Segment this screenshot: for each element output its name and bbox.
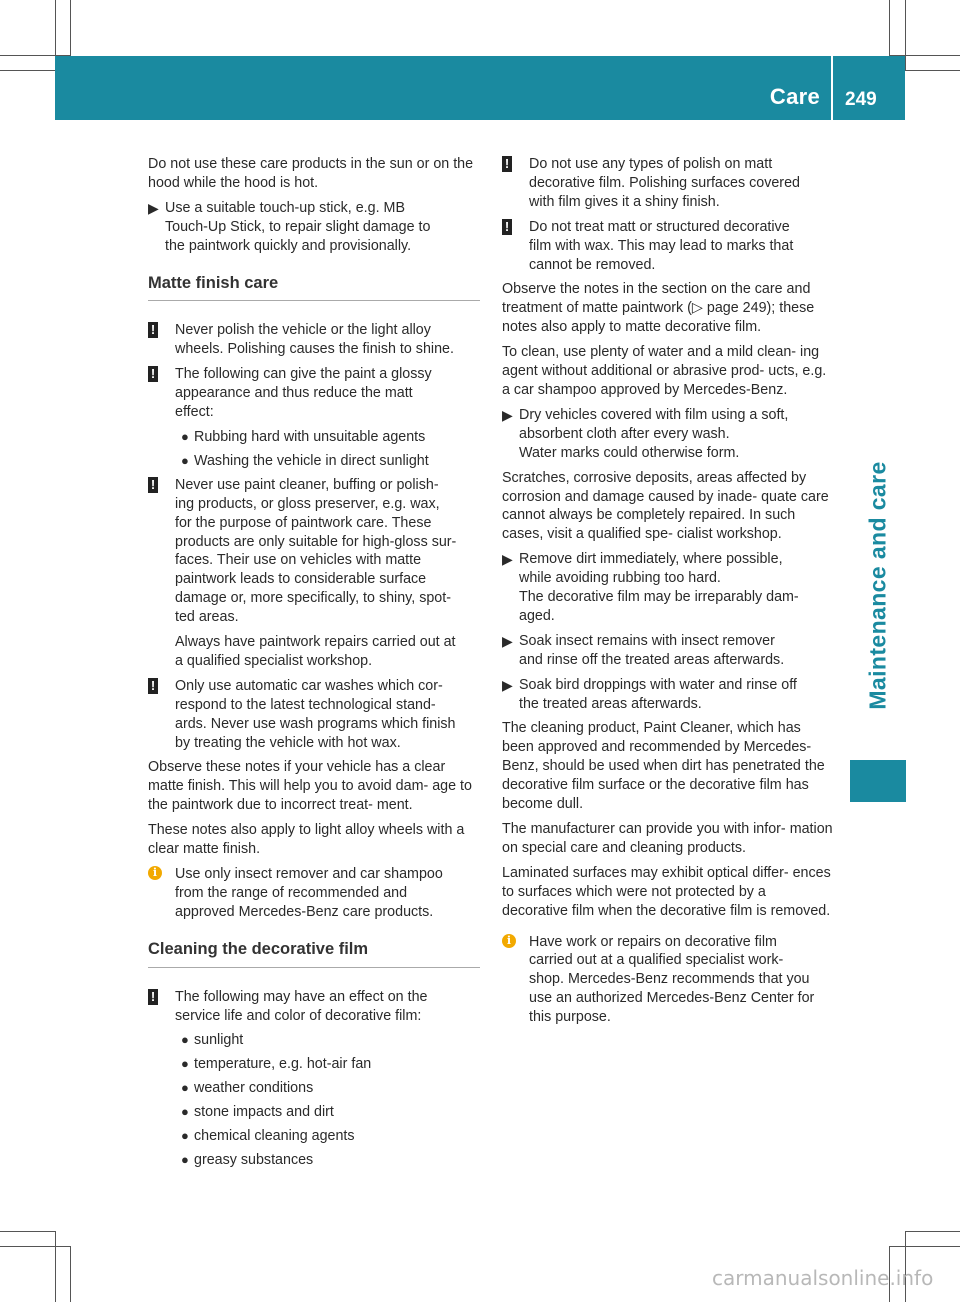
chapter-tab [850,760,906,802]
text-line: ment. [376,797,413,814]
text-line: Never use paint cleaner, buffing or polish- [175,476,439,493]
text-line: paintwork leads to considerable surface [175,571,427,588]
crop-mark [55,1232,56,1302]
text-line: by treating the vehicle with hot wax. [175,734,401,751]
text-line: the paintwork quickly and provisionally. [165,237,412,254]
warning-icon: ! [148,678,158,694]
header-divider [831,56,833,120]
bullet-icon: ● [181,1151,189,1167]
text-line: ing agent without additional or abrasive prod- [502,344,820,380]
list-item-text: greasy substances [194,1151,314,1168]
text-line: decorative film. [664,319,762,336]
left-column [148,155,480,1175]
text-line: absorbent cloth after every wash. [519,425,730,442]
text-line: cialist workshop. [676,526,782,543]
body-paragraph [502,864,834,921]
text-line: Mercedes-Benz. [683,381,788,398]
bullet-list [175,1031,480,1169]
warning-icon: ! [148,322,158,338]
text-line: ards. Never use wash programs which finish [175,715,456,732]
chapter-label-text: Maintenance and care [864,460,891,710]
text-line: ted areas. [175,609,239,626]
text-line: Soak insect remains with insect remover [519,632,775,649]
text-line: Have work or repairs on decorative film [529,933,777,950]
chapter-side-label [850,420,906,750]
page-reference-link[interactable]: (▷ page 249); these notes also apply to matte [502,300,815,336]
text-line: The following can give the paint a glossy [175,366,432,383]
text-line: These notes also apply to light alloy wheels [148,822,423,839]
warning-note [502,155,834,212]
bullet-icon: ● [181,428,189,444]
instruction-arrow-icon: ▶ [502,632,513,649]
text-line: The manufacturer can provide you with infor- [502,821,786,837]
text-line: quate care cannot always be completely [502,488,829,524]
text-line: appearance and thus reduce the matt [175,385,413,402]
crop-mark [905,1231,960,1232]
section-heading: Cleaning the decorative film [148,940,480,968]
text-line: ences to surfaces which were not protected by [502,864,831,900]
list-item [175,1031,480,1050]
instruction-item [502,632,834,670]
list-item [175,1151,480,1170]
section-heading: Matte finish care [148,274,480,302]
text-line: To clean, use plenty of water and a mild clean- [502,344,797,361]
bullet-icon: ● [181,1104,189,1120]
warning-icon: ! [502,219,512,235]
crop-mark [70,1246,71,1302]
bullet-icon: ● [181,452,189,468]
warning-note [148,476,480,671]
text-line: Remove dirt immediately, where possible, [519,551,783,568]
text-line: approved Mercedes-Benz care products. [175,903,434,920]
text-line: effect: [175,404,214,421]
crop-mark [0,1246,70,1247]
text-line: carried out at a qualified specialist work- [529,952,784,969]
crop-mark [889,0,890,56]
warning-note [502,218,834,275]
text-line: a decorative film when the decorative film is [502,883,767,919]
text-line: Always have paintwork repairs carried out at [175,634,456,651]
text-line: decorative film has become dull. [502,777,809,813]
text-line: with a clear matte finish. [148,822,465,858]
warning-icon: ! [502,156,512,172]
instruction-item [502,676,834,714]
text-line: Observe the notes in the section on the care [502,281,783,298]
text-line: Do not use any types of polish on matt [529,156,773,172]
text-line: Observe these notes if your vehicle has a clear [148,759,446,776]
text-line: this purpose. [529,1009,611,1026]
text-line: from the range of recommended and [175,884,408,901]
instruction-arrow-icon: ▶ [502,406,513,423]
body-paragraph [502,280,834,337]
list-item-text: Rubbing hard with unsuitable agents [194,428,426,445]
bullet-icon: ● [181,1056,189,1072]
instruction-item [502,550,834,626]
instruction-item [502,406,834,463]
crop-mark [0,70,56,71]
crop-mark [0,1231,56,1232]
list-item-text: sunlight [194,1032,244,1049]
list-item-text: stone impacts and dirt [194,1104,334,1121]
text-line: repaired. In such cases, visit a qualified spe- [502,507,796,543]
warning-note [148,677,480,753]
text-line: decorative film. Polishing surfaces covered [529,174,800,191]
body-paragraph [502,343,834,400]
text-line: age to the paintwork due to incorrect treat- [148,778,472,814]
bullet-icon: ● [181,1080,189,1096]
info-icon: i [502,934,516,948]
info-note [502,933,834,1028]
text-line: Never polish the vehicle or the light alloy [175,322,431,339]
text-line: Touch-Up Stick, to repair slight damage to [165,218,431,235]
list-item-text: weather conditions [194,1080,314,1097]
text-line: service life and color of decorative film: [175,1007,422,1024]
right-column [502,155,834,1033]
list-item [175,428,480,447]
warning-note [148,988,480,1026]
instruction-arrow-icon: ▶ [502,551,513,568]
text-line: Laminated surfaces may exhibit optical differ- [502,864,789,881]
text-line: with film gives it a shiny finish. [529,193,720,210]
text-line: mation on special care and cleaning products. [502,821,833,856]
text-line: cannot be removed. [529,256,656,273]
text-line: a qualified specialist workshop. [175,652,373,669]
warning-note [148,365,480,422]
text-line: aged. [519,607,555,624]
text-line: faces. Their use on vehicles with matte [175,552,422,569]
list-item [175,1103,480,1122]
text-line: the treated areas afterwards. [519,695,702,712]
text-line: The cleaning product, Paint Cleaner, which has [502,720,801,737]
bullet-icon: ● [181,1032,189,1048]
text-line: Scratches, corrosive deposits, areas affected [502,469,788,486]
text-line: Only use automatic car washes which cor- [175,677,443,694]
crop-mark [70,0,71,56]
body-paragraph [148,821,480,859]
body-paragraph [502,719,834,814]
info-note [148,865,480,922]
text-line: Mercedes-Benz, should be used when dirt has [502,739,812,775]
crop-mark [905,0,906,70]
text-line: Do not use these care products in the sun or [148,156,430,172]
text-line: wheels. Polishing causes the finish to shine. [175,341,454,358]
page-number: 249 [845,89,877,110]
text-line: respond to the latest technological stand- [175,696,436,713]
warning-note [148,321,480,359]
text-line: The decorative film may be irreparably dam- [519,589,799,606]
text-line: removed. [770,902,831,919]
text-line: by corrosion and damage caused by inade- [502,469,807,505]
text-line: film with wax. This may lead to marks that [529,237,794,254]
text-line: shop. Mercedes-Benz recommends that you [529,971,810,988]
info-icon: i [148,866,162,880]
list-item [175,452,480,471]
text-line: damage or, more specifically, to shiny, spot- [175,590,451,607]
text-line: Use a suitable touch-up stick, e.g. MB [165,199,405,216]
text-line: Soak bird droppings with water and rinse off [519,676,797,693]
text-line: Water marks could otherwise form. [519,444,740,461]
warning-icon: ! [148,477,158,493]
text-line: ing products, or gloss preserver, e.g. wax, [175,495,440,512]
text-line: Dry vehicles covered with film using a soft, [519,406,789,423]
text-line: ucts, e.g. a car shampoo approved by [502,363,827,398]
text-line: matte finish. This will help you to avoid dam- [148,778,429,795]
text-line: and rinse off the treated areas afterwards. [519,651,785,668]
instruction-item [148,199,480,256]
instruction-arrow-icon: ▶ [148,199,159,216]
text-line: for the purpose of paintwork care. These [175,514,432,531]
body-paragraph [148,758,480,815]
text-line: products are only suitable for high-gloss sur- [175,533,457,550]
text-line: Use only insect remover and car shampoo [175,866,443,882]
warning-icon: ! [148,989,158,1005]
list-item [175,1127,480,1146]
warning-note-continuation [175,633,480,671]
intro-paragraph [148,155,480,193]
text-line: and treatment of matte paintwork [502,281,811,317]
bullet-icon: ● [181,1128,189,1144]
text-line: The following may have an effect on the [175,988,428,1005]
list-item-text: Washing the vehicle in direct sunlight [194,452,429,469]
list-item-text: temperature, e.g. hot-air fan [194,1056,372,1073]
section-title: Care [769,84,820,109]
warning-icon: ! [148,366,158,382]
instruction-arrow-icon: ▶ [502,676,513,693]
list-item [175,1055,480,1074]
body-paragraph [502,469,834,545]
body-paragraph [502,820,834,858]
crop-mark [890,1246,960,1247]
crop-mark [905,70,960,71]
text-line: been approved and recommended by [502,739,740,756]
text-line: use an authorized Mercedes-Benz Center for [529,990,815,1007]
list-item-text: chemical cleaning agents [194,1128,355,1145]
text-line: penetrated the decorative film surface or the [502,758,825,794]
bullet-list [175,428,480,471]
text-line: on the hood while the hood is hot. [148,156,474,191]
text-line: Do not treat matt or structured decorative [529,218,790,235]
text-line: while avoiding rubbing too hard. [519,570,721,587]
list-item [175,1079,480,1098]
watermark: carmanualsonline.info [712,1266,934,1290]
